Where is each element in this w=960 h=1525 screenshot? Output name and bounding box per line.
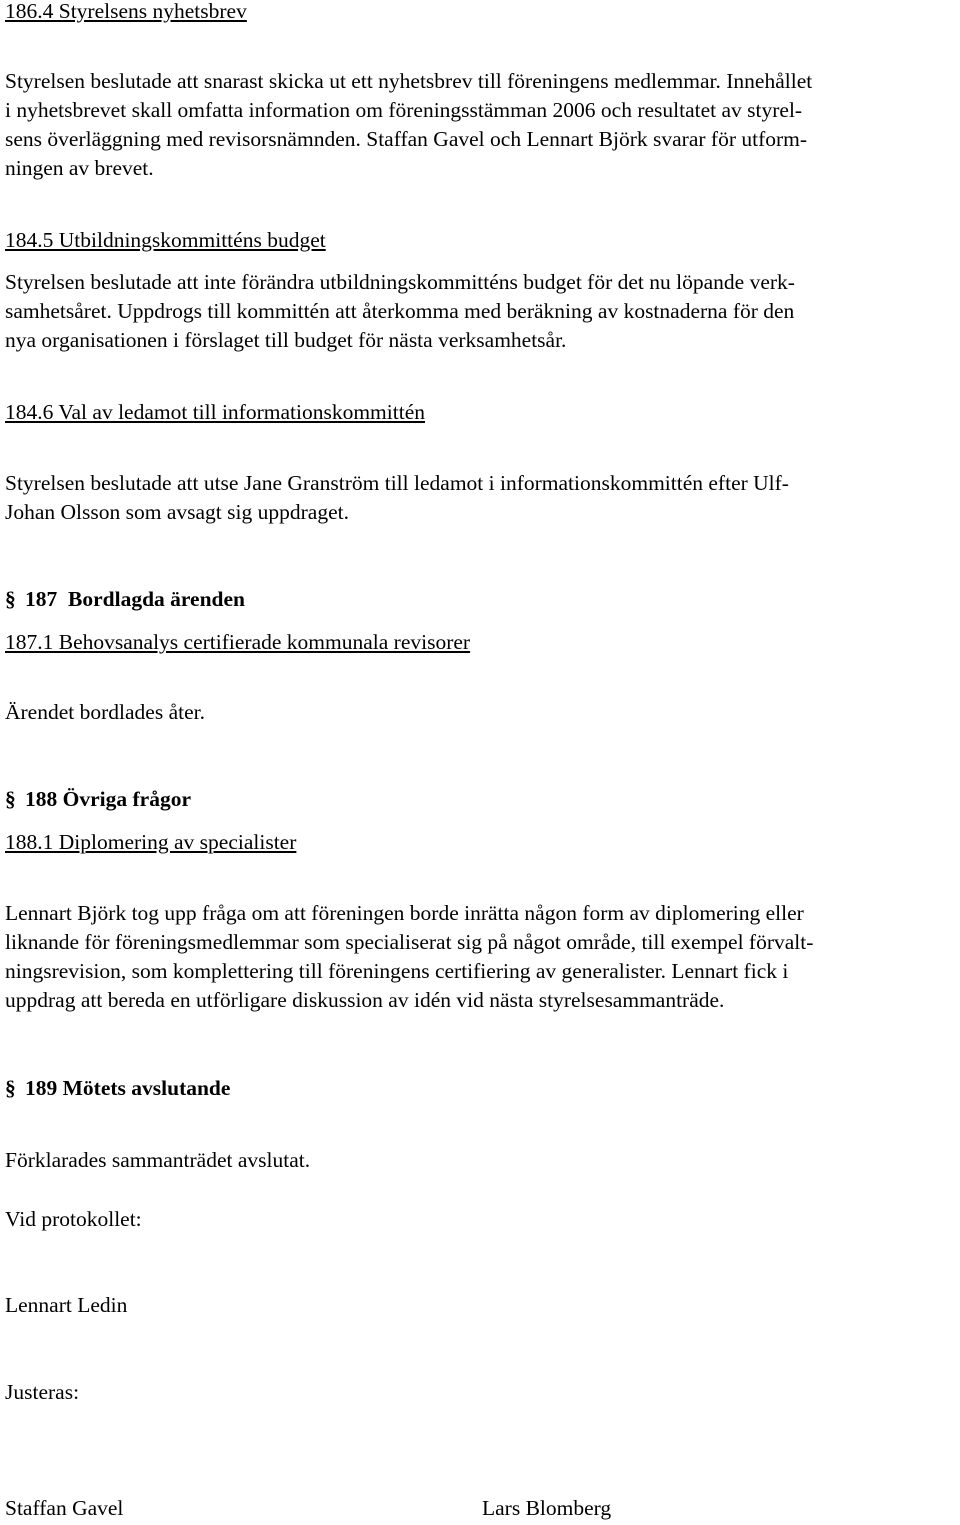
section-title: 188 Övriga frågor — [25, 787, 191, 811]
paragraph-tabled: Ärendet bordlades åter. — [5, 700, 205, 724]
paragraph-line: ningen av brevet. — [5, 156, 154, 180]
paragraph-line: nya organisationen i förslaget till budget för nästa verksamhetsår. — [5, 328, 567, 352]
section-heading-189 — [5, 1074, 955, 1103]
paragraph-line: samhetsåret. Uppdrogs till kommittén att återkomma med beräkning av kostnaderna för den — [5, 299, 795, 323]
section-heading-187 — [5, 585, 955, 614]
paragraph-election — [5, 469, 955, 527]
section-heading-184-5: 184.5 Utbildningskommitténs budget — [5, 228, 326, 252]
paragraph-closing: Förklarades sammanträdet avslutat. — [5, 1148, 311, 1172]
protocol-label: Vid protokollet: — [5, 1207, 142, 1231]
signer-name-1: Staffan Gavel — [5, 1496, 124, 1520]
section-heading-186-4: 186.4 Styrelsens nyhetsbrev — [5, 0, 247, 23]
section-sign: § — [5, 787, 16, 811]
adjust-label: Justeras: — [5, 1380, 80, 1404]
section-heading-188 — [5, 785, 955, 814]
paragraph-newsletter — [5, 67, 955, 183]
paragraph-line: Styrelsen beslutade att utse Jane Granström till ledamot i informationskommittén efter Ulf- — [5, 471, 789, 495]
signer-name-2: Lars Blomberg — [482, 1496, 612, 1520]
paragraph-line: liknande för föreningsmedlemmar som specialiserat sig på något område, till exempel förvalt- — [5, 930, 814, 954]
paragraph-line: uppdrag att bereda en utförligare diskussion av idén vid nästa styrelsesammanträde. — [5, 988, 725, 1012]
subheading-188-1: 188.1 Diplomering av specialister — [5, 830, 297, 854]
paragraph-line: Styrelsen beslutade att inte förändra utbildningskommitténs budget för det nu löpande verk- — [5, 270, 795, 294]
section-title: 189 Mötets avslutande — [25, 1076, 231, 1100]
paragraph-line: ningsrevision, som komplettering till föreningens certifiering av generalister. Lennart fick i — [5, 959, 789, 983]
paragraph-budget — [5, 268, 955, 355]
secretary-name: Lennart Ledin — [5, 1293, 128, 1317]
subheading-187-1: 187.1 Behovsanalys certifierade kommunala revisorer — [5, 630, 471, 654]
paragraph-line: Lennart Björk tog upp fråga om att föreningen borde inrätta någon form av diplomering eller — [5, 901, 804, 925]
section-sign: § — [5, 587, 16, 611]
paragraph-line: Styrelsen beslutade att snarast skicka ut ett nyhetsbrev till föreningens medlemmar. Innehållet — [5, 69, 813, 93]
paragraph-line: i nyhetsbrevet skall omfatta information om föreningsstämman 2006 och resultatet av styrel- — [5, 98, 803, 122]
section-title: 187 Bordlagda ärenden — [25, 587, 246, 611]
paragraph-line: Johan Olsson som avsagt sig uppdraget. — [5, 500, 349, 524]
section-heading-184-6: 184.6 Val av ledamot till informationskommittén — [5, 400, 425, 424]
paragraph-line: sens överläggning med revisorsnämnden. Staffan Gavel och Lennart Björk svarar för utform- — [5, 127, 808, 151]
section-sign: § — [5, 1076, 16, 1100]
paragraph-diploma — [5, 899, 955, 1015]
